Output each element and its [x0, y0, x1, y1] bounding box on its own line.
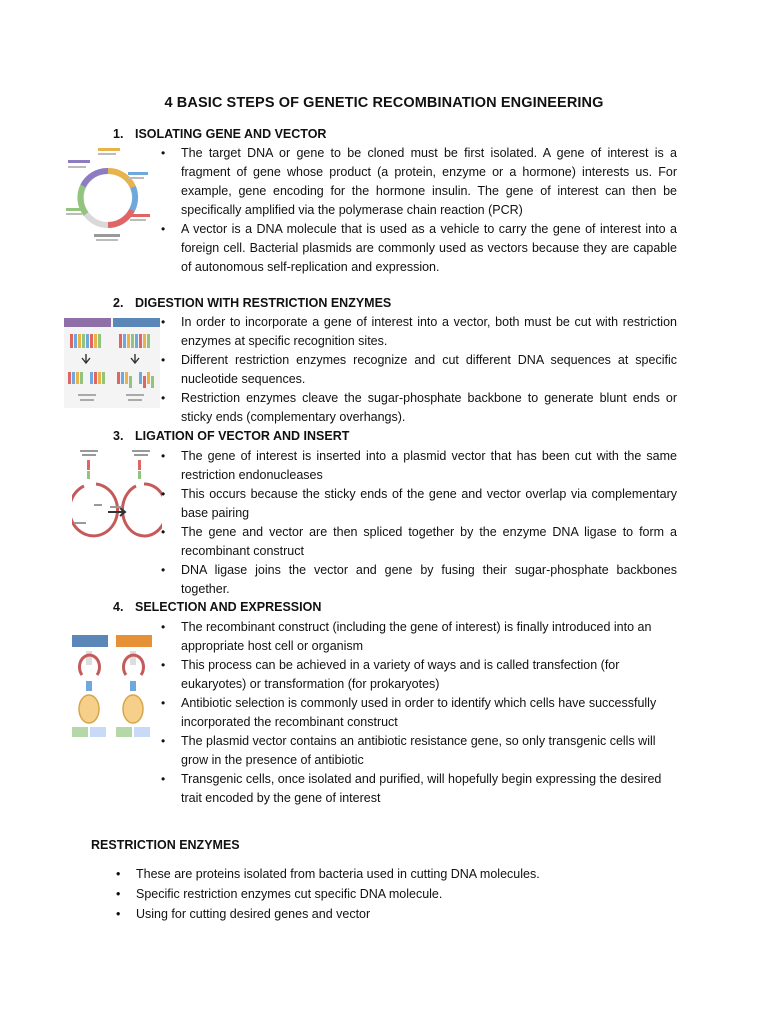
restriction-enzymes-heading: RESTRICTION ENZYMES [91, 838, 240, 852]
list-item: • DNA ligase joins the vector and gene by fusing their sugar-phosphate backbones together. [181, 561, 677, 599]
list-item: • This occurs because the sticky ends of the gene and vector overlap via complementary base pairing [181, 485, 677, 523]
section-1-list [181, 144, 677, 277]
list-item: • These are proteins isolated from bacteria used in cutting DNA molecules. [136, 864, 696, 884]
section-3-list [181, 447, 677, 599]
section-1-title: ISOLATING GENE AND VECTOR [135, 127, 327, 141]
list-item: • This process can be achieved in a variety of ways and is called transfection (for eukaryotes) or transformation (for prokaryotes) [181, 656, 677, 694]
list-item: • A vector is a DNA molecule that is used as a vehicle to carry the gene of interest into a foreign cell. Bacterial plasmids are commonly used as vectors because they are capable of autonomous self-replication and expression. [181, 220, 677, 277]
section-2-heading [113, 296, 391, 310]
list-item: • Using for cutting desired genes and vector [136, 904, 696, 924]
ligation-diagram [72, 446, 162, 550]
plasmid-map-diagram [64, 142, 154, 250]
section-2-number: 2. [113, 296, 124, 310]
list-item: • The recombinant construct (including the gene of interest) is finally introduced into an appropriate host cell or organism [181, 618, 677, 656]
list-item: • The target DNA or gene to be cloned must be first isolated. A gene of interest is a fragment of gene whose product (a protein, enzyme or a hormone) interests us. For example, gene encoding for the hormone insulin. The gene of interest can then be specifically amplified via the polymerase chain reaction (PCR) [181, 144, 677, 220]
list-item: • In order to incorporate a gene of interest into a vector, both must be cut with restriction enzymes at specific recognition sites. [181, 313, 677, 351]
section-2-list [181, 313, 677, 427]
restriction-enzymes-list [136, 864, 696, 924]
section-4-number: 4. [113, 600, 124, 614]
section-4-heading [113, 600, 321, 614]
list-item: • The gene of interest is inserted into a plasmid vector that has been cut with the same restriction endonucleases [181, 447, 677, 485]
section-3-title: LIGATION OF VECTOR AND INSERT [135, 429, 350, 443]
section-3-number: 3. [113, 429, 124, 443]
section-4-list [181, 618, 677, 808]
list-item: • Restriction enzymes cleave the sugar-phosphate backbone to generate blunt ends or sticky ends (complementary overhangs). [181, 389, 677, 427]
section-3-heading [113, 429, 349, 443]
section-1-heading [113, 127, 326, 141]
list-item: • Different restriction enzymes recognize and cut different DNA sequences at specific nucleotide sequences. [181, 351, 677, 389]
list-item: • The gene and vector are then spliced together by the enzyme DNA ligase to form a recombinant construct [181, 523, 677, 561]
restriction-digest-diagram [64, 318, 160, 408]
list-item: • The plasmid vector contains an antibiotic resistance gene, so only transgenic cells will grow in the presence of antibiotic [181, 732, 677, 770]
section-2-title: DIGESTION WITH RESTRICTION ENZYMES [135, 296, 392, 310]
list-item: • Transgenic cells, once isolated and purified, will hopefully begin expressing the desired trait encoded by the gene of interest [181, 770, 677, 808]
selection-diagram [70, 633, 160, 741]
list-item: • Antibiotic selection is commonly used in order to identify which cells have successfully incorporated the recombinant construct [181, 694, 677, 732]
section-1-number: 1. [113, 127, 124, 141]
page-title: 4 BASIC STEPS OF GENETIC RECOMBINATION ENGINEERING [164, 95, 604, 111]
section-4-title: SELECTION AND EXPRESSION [135, 600, 322, 614]
list-item: • Specific restriction enzymes cut specific DNA molecule. [136, 884, 696, 904]
